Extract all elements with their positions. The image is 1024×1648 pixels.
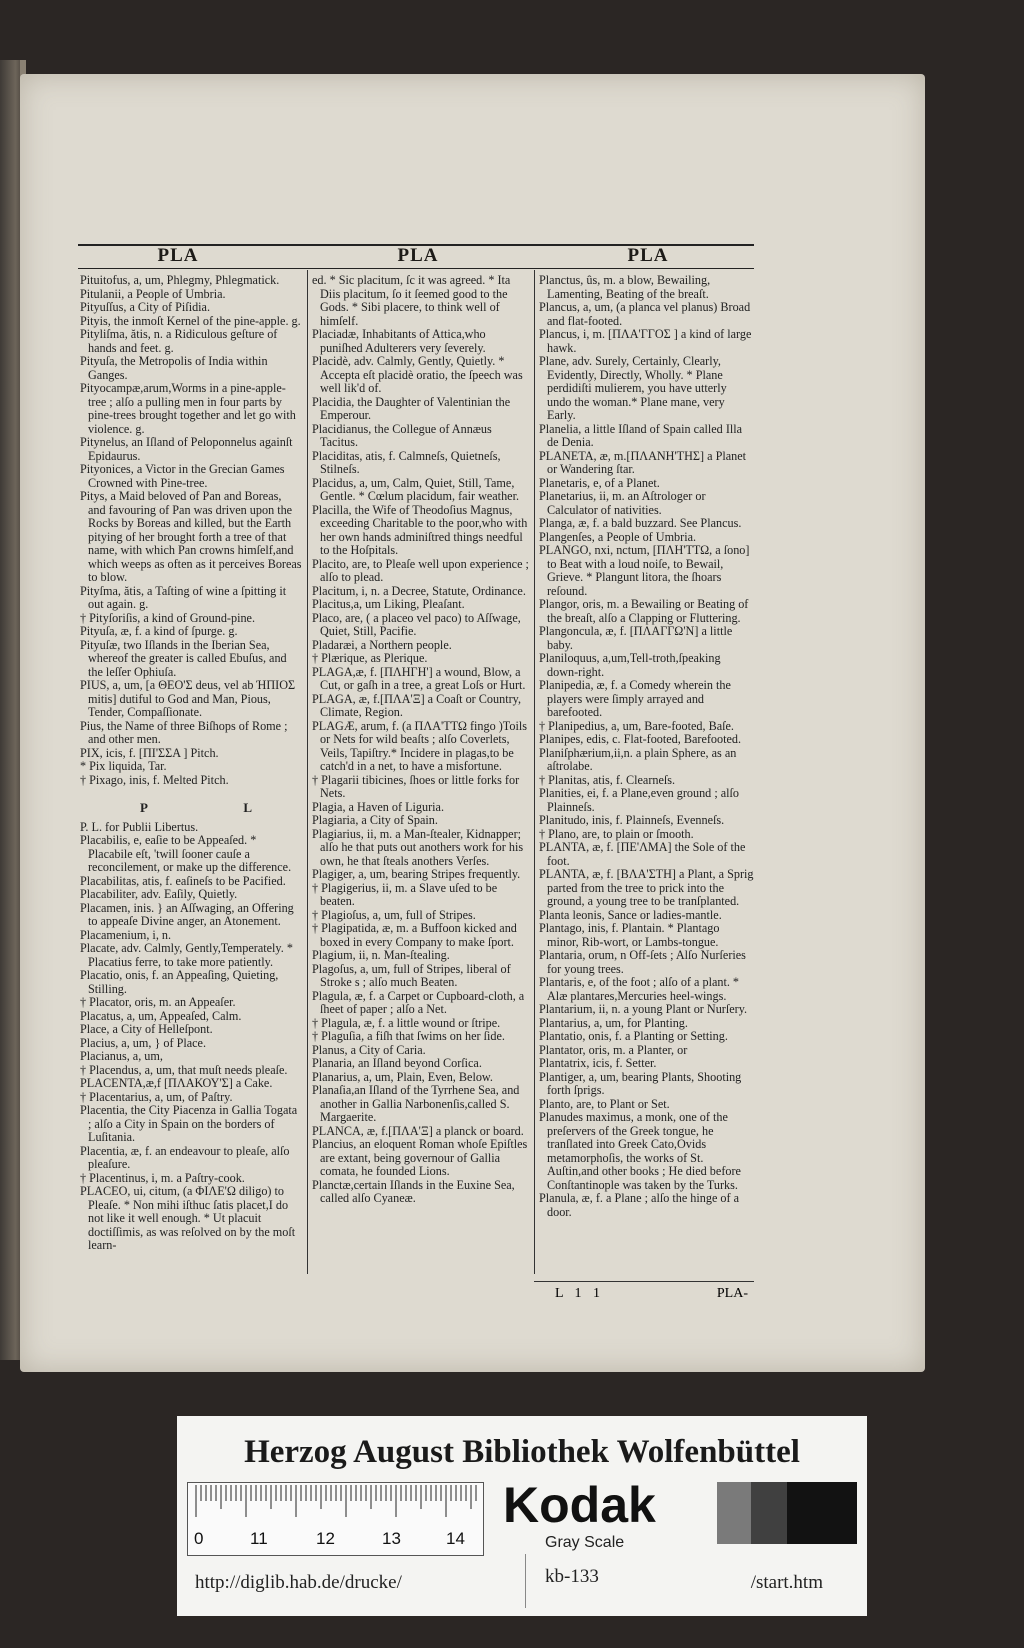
dictionary-entry: Pitynelus, an Iſland of Peloponnelus againſt Epidaurus. [80,435,293,463]
dictionary-entry: Plantiger, a, um, bearing Plants, Shooting forth ſprigs. [539,1069,742,1097]
dictionary-entry: PLACENTA,æ,f [ΠΛΑΚΟΥ'Σ] a Cake. [80,1076,273,1090]
shelf-code: kb-133 [545,1566,599,1587]
dictionary-entry: Placentia, æ, f. an endeavour to pleaſe, alſo pleaſure. [80,1143,290,1171]
dictionary-entry: Planga, æ, f. a bald buzzard. See Plancus. [539,516,742,530]
dictionary-entry: Pityocampæ,arum,Worms in a pine-apple-tree ; alſo a pulling men in four parts by pine-trees brought together and let go with violence. g. [80,381,296,436]
dictionary-entry: PIX, icis, f. [ΠΙ'ΣΣΑ ] Pitch. [80,745,219,760]
dictionary-entry: Placito, are, to Pleaſe well upon experience ; alſo to plead. [312,556,529,584]
dictionary-entry: PLANCA, æ, f.[ΠΛΑ'Ξ] a planck or board. [312,1123,524,1138]
dictionary-entry: Plagoſus, a, um, full of Stripes, liberal of Stroke s ; alſo much Beaten. [312,961,511,989]
dictionary-entry: Placidia, the Daughter of Valentinian the Emperour. [312,394,511,422]
dictionary-entry: Plantaris, e, of the foot ; alſo of a plant. * Alæ plantares,Mercuries heel-wings. [539,975,740,1003]
dictionary-entry: † Planipedius, a, um, Bare-footed, Baſe. [539,718,734,733]
dictionary-entry: † Plagarii tibicines, ſhoes or little forks for Nets. [312,772,520,800]
dictionary-entry: † Plærique, as Plerique. [312,651,428,665]
dictionary-entry: Planto, are, to Plant or Set. [539,1096,670,1111]
dictionary-entry: Pitys, a Maid beloved of Pan and Boreas, and favouring of Pan was driven upon the Rocks by Boreas and killed, but the Earth pitying of her brought forth a tree of that name, with which Pan crowns himſelf,and which weeps as often as it perceives Boreas to blow. [80,489,302,584]
dictionary-entry: † Plagipatida, æ, m. a Buffoon kicked and boxed in every Company to make ſport. [312,921,517,949]
dictionary-entry: PLAGA,æ, f. [ΠΛΗΓΗ'] a wound, Blow, a Cut, or gaſh in a tree, a great Loſs or Hurt. [312,664,526,692]
dictionary-entry: Planetarius, ii, m. an Aſtrologer or Calculator of nativities. [539,489,706,517]
dictionary-entry: Placamen, inis. } an Aſſwaging, an Offering to appeaſe Divine anger, an Atonement. [80,900,294,928]
dictionary-entry: Plagia, a Haven of Liguria. [312,799,444,814]
running-head-left: PLA [157,245,199,266]
dictionary-entry: Plangor, oris, m. a Bewailing or Beating of the breaſt, alſo a Clapping or Fluttering. [539,597,749,625]
dictionary-entry: Pius, the Name of three Biſhops of Rome ; and other men. [80,718,288,746]
dictionary-entry: Plancius, an eloquent Roman whoſe Epiſtles are extant, being governour of Gallia comata, he founded Lions. [312,1137,528,1178]
dictionary-entry: Pityis, the inmoſt Kernel of the pine-apple. g. [80,313,301,328]
ruler-number-14: 14 [446,1529,465,1548]
kodak-logo: Kodak [503,1477,656,1533]
gray-patch-mid [751,1482,787,1544]
dictionary-entry: Planiloquus, a,um,Tell-troth,ſpeaking down-right. [539,651,721,679]
ruler-number-0: 0 [194,1529,204,1548]
column-right [539,274,754,1276]
dictionary-entry: Placabiliter, adv. Eaſily, Quietly. [80,887,238,901]
ruler-number-13: 13 [382,1529,401,1548]
dictionary-entry: † Plagigerius, ii, m. a Slave uſed to be beaten. [312,880,498,908]
dictionary-entry: Placiditas, atis, f. Calmneſs, Quietneſs, Stilneſs. [312,448,501,476]
dictionary-entry: PIUS, a, um, [a ΘΕΟ'Σ deus, vel ab ΉΠΙΟΣ mitis] dutiful to God and Man, Pious, Tender, Compaſſionate. [80,678,296,719]
label-divider [525,1554,526,1608]
dictionary-entry: Plangoncula, æ, f. [ΠΛΑΓΓΩ'Ν] a little baby. [539,624,733,652]
dictionary-entry: † Plagioſus, a, um, full of Stripes. [312,907,476,922]
dictionary-entry: Placius, a, um, } of Place. [80,1035,207,1050]
dictionary-entry: Planula, æ, f. a Plane ; alſo the hinge of a door. [539,1191,740,1219]
dictionary-entry: PLACEO, ui, citum, (a ΦΙΛΕ'Ω diligo) to Pleaſe. * Non mihi iſthuc ſatis placet,I do not like it well enough. * Ut placuit doctiſſimis, as was reſolved on by the moſt learn- [80,1184,296,1252]
running-head-right: PLA [627,245,669,266]
text-block [78,244,754,1304]
dictionary-entry: Placatio, onis, f. an Appeaſing, Quieting, Stilling. [80,968,279,996]
dictionary-entry: Pituitofus, a, um, Phlegmy, Phlegmatick. [80,274,280,287]
dictionary-entry: Planaſia,an Iſland of the Tyrrhene Sea, and another in Gallia Narbonenſis,called S. Margaerite. [312,1083,520,1124]
dictionary-entry: Plancus, a, um, (a planca vel planus) Broad and flat-footed. [539,300,751,328]
dictionary-entry: † Pityſoriſis, a kind of Ground-pine. [80,610,256,625]
dictionary-entry: PLANTA, æ, f. [ΠΕ'ΛΜΑ] the Sole of the foot. [539,840,746,868]
dictionary-entry: Plantago, inis, f. Plantain. * Plantago minor, Rib-wort, or Lambs-tongue. [539,921,720,949]
dictionary-entry: Pityſma, ătis, a Taſting of wine a ſpitting it out again. g. [80,583,287,611]
dictionary-entry: Plagiarius, ii, m. a Man-ſtealer, Kidnapper; alſo he that puts out anothers work for his own, he that ſteals anothers Verſes. [312,826,524,868]
dictionary-entry: * Pix liquida, Tar. [80,759,167,773]
dictionary-entry: Pitulanii, a People of Umbria. [80,286,226,301]
dictionary-entry: Placate, adv. Calmly, Gently,Temperately. * Placatius ferre, to take more patiently. [80,941,293,969]
dictionary-entry: Plagiger, a, um, bearing Stripes frequently. [312,867,521,881]
dictionary-entry: Plantatrix, icis, f. Setter. [539,1056,657,1070]
dictionary-entry: Planipedia, æ, f. a Comedy wherein the players were ſimply arrayed and barefooted. [539,678,731,719]
dictionary-entry: Placabilitas, atis, f. eaſineſs to be Pacified. [80,873,286,888]
dictionary-entry: † Placendus, a, um, that muſt needs pleaſe. [80,1062,288,1077]
column-rule-2 [534,270,535,1274]
dictionary-entry: Planta leonis, Sance or ladies-mantle. [539,907,722,922]
ruler [187,1482,484,1556]
dictionary-entry: Pityliſma, ătis, n. a Ridiculous geſture of hands and feet. g. [80,327,278,355]
dictionary-entry: † Placentinus, i, m. a Paſtry-cook. [80,1170,245,1185]
page-footer [78,1282,754,1304]
library-name: Herzog August Bibliothek Wolfenbüttel [244,1434,800,1470]
dictionary-entry: Plantaria, orum, n Off-ſets ; Alſo Nurſeries for young trees. [539,948,746,976]
dictionary-entry: Placianus, a, um, [80,1049,163,1063]
dictionary-entry: Planetaris, e, of a Planet. [539,475,660,490]
dictionary-entry: Planarius, a, um, Plain, Even, Below. [312,1069,493,1084]
dictionary-entry: Placatus, a, um, Appeaſed, Calm. [80,1008,242,1023]
dictionary-entry: Planitudo, inis, f. Plainneſs, Evenneſs. [539,813,725,827]
section-letter: P [140,800,148,815]
dictionary-entry: Placabilis, e, eaſie to be Appeaſed. * Placabile eſt, 'twill ſooner cauſe a reconcilement, or make up the difference. [80,833,292,874]
dictionary-entry: Pityuſſus, a City of Piſidia. [80,300,211,314]
dictionary-entry: Pityuſa, æ, f. a kind of ſpurge. g. [80,624,238,638]
running-head-center: PLA [397,245,439,266]
dictionary-entry: Plantator, oris, m. a Planter, or [539,1042,688,1057]
dictionary-entry: † Planitas, atis, f. Clearneſs. [539,772,676,787]
dictionary-entry: Plagium, ii, n. Man-ſtealing. [312,948,450,962]
dictionary-entry: PLANGO, nxi, nctum, [ΠΛΗ'ΤΤΩ, a ſono] to Beat with a loud noiſe, to Bewail, Grieve. * Plangunt litora, the ſhoars reſound. [539,543,750,598]
ruler-ticks [192,1485,478,1519]
dictionary-entry: † Plagula, æ, f. a little wound or ſtripe. [312,1015,501,1030]
gray-scale-label: Gray Scale [545,1534,625,1551]
dictionary-entry: Planus, a City of Caria. [312,1042,426,1057]
dictionary-entry: Plagiaria, a City of Spain. [312,813,438,827]
dictionary-entry: Planities, ei, f. a Plane,even ground ; alſo Plainneſs. [539,786,740,814]
dictionary-entry: Planipes, edis, c. Flat-footed, Barefooted. [539,732,742,746]
dictionary-entry: † Plano, are, to plain or ſmooth. [539,826,694,841]
dictionary-entry: PLANETA, æ, m.[ΠΛΑΝΗ'ΤΗΣ] a Planet or Wandering ſtar. [539,448,747,476]
dictionary-entry: Plagula, æ, f. a Carpet or Cupboard-cloth, a ſheet of paper ; alſo a Net. [312,988,525,1016]
catchword: PLA- [716,1286,748,1301]
dictionary-entry: Planelia, a little Iſland of Spain called Illa de Denia. [539,421,743,449]
dictionary-entry: PLAGA, æ, f.[ΠΛΑ'Ξ] a Coaſt or Country, Climate, Region. [312,691,521,719]
dictionary-entry: Planudes maximus, a monk, one of the preſervers of the Greek tongue, he tranſlated into Greek Cato,Ovids metamorphoſis, the works of St. Auſtin,and other books ; He died before Conſtantinople was taken by the Turks. [539,1110,741,1192]
dictionary-entry: † Placentarius, a, um, of Paſtry. [80,1089,233,1104]
dictionary-entry: Placiadæ, Inhabitants of Attica,who puniſhed Adulterers very ſeverely. [312,327,486,355]
column-rule-1 [307,270,308,1274]
dictionary-entry: Placo, are, ( a placeo vel paco) to Aſſwage, Quiet, Still, Pacifie. [312,610,521,638]
dictionary-entry: Planiſphærium,ii,n. a plain Sphere, as an aſtrolabe. [539,745,737,773]
url-left: http://diglib.hab.de/drucke/ [195,1572,402,1593]
dictionary-entry: Plane, adv. Surely, Certainly, Clearly, Evidently, Directly, Wholly. * Plane perdidiſti mulierem, you have utterly undo the woman.* Plane mane, very Early. [539,354,727,422]
dictionary-entry: Pladaræi, a Northern people. [312,637,452,652]
dictionary-entry: Plangenſes, a People of Umbria. [539,529,697,544]
url-right: /start.htm [750,1572,823,1593]
dictionary-entry: Planaria, an Iſland beyond Corſica. [312,1056,482,1070]
dictionary-entry: Placilla, the Wife of Theodoſius Magnus, exceeding Charitable to the poor,who with her own hands adminiſtred things needful to the Hoſpitals. [312,502,528,557]
ruler-number-12: 12 [316,1529,335,1548]
gray-patch-light [717,1482,751,1544]
dictionary-entry: Planctus, ûs, m. a blow, Bewailing, Lamenting, Beating of the breaſt. [539,274,711,301]
dictionary-entry: Pityonices, a Victor in the Grecian Games Crowned with Pine-tree. [80,462,285,490]
dictionary-entry: Placentia, the City Piacenza in Gallia Togata ; alſo a City in Spain on the borders of Luſitania. [80,1103,298,1144]
dictionary-entry: Pityuſa, the Metropolis of India within Ganges. [80,354,268,382]
signature-mark: L 1 1 [554,1286,604,1301]
dictionary-entry: Place, a City of Helleſpont. [80,1022,213,1036]
dictionary-entry: Placitus,a, um Liking, Pleaſant. [312,597,465,611]
ruler-number-11: 11 [250,1529,268,1548]
dictionary-entry: Plantatio, onis, f. a Planting or Setting. [539,1029,728,1043]
dictionary-entry: Plancus, i, m. [ΠΛΑ'ΓΓΟΣ ] a kind of large hawk. [539,327,752,355]
column-middle [312,274,530,1276]
dictionary-entry: PLAGÆ, arum, f. (a ΠΛΑ'ΤΤΩ fingo )Toils or Nets for wild beaſts ; alſo Coverlets, Veils, Tapiſtry.* Incidere in plagas,to be catch'd in a net, to have a misfortune. [312,718,527,773]
dictionary-entry: Pityuſæ, two Iſlands in the Iberian Sea, whereof the greater is called Ebuſus, and the leſſer Ophiuſa. [80,637,287,679]
dictionary-page [20,74,925,1372]
dictionary-entry: Placidianus, the Collegue of Annæus Tacitus. [312,421,492,449]
library-label [177,1416,867,1616]
dictionary-entry: PLANTA, æ, f. [ΒΛΑ'ΣΤΗ] a Plant, a Sprig parted from the tree to prick into the ground, a young tree to be tranſplanted. [539,867,754,908]
dictionary-entry: Plantarium, ii, n. a young Plant or Nurſery. [539,1002,748,1016]
dictionary-entry: † Plaguſia, a fiſh that ſwims on her ſide. [312,1029,505,1043]
section-heading [80,787,302,821]
header-rule-lower [78,268,754,269]
dictionary-entry: Placamenium, i, n. [80,927,172,942]
dictionary-entry: Plantarius, a, um, for Planting. [539,1015,688,1030]
gray-patch-dark [787,1482,857,1544]
dictionary-entry: ed. * Sic placitum, ſc it was agreed. * Ita Diis placitum, ſo it ſeemed good to the Gods. * Sibi placere, to think well of himſelf. [312,274,511,328]
column-left [80,274,302,1276]
dictionary-entry: † Placator, oris, m. an Appeaſer. [80,995,236,1009]
dictionary-entry: Placitum, i, n. a Decree, Statute, Ordinance. [312,583,526,598]
dictionary-entry: Planctæ,certain Iſlands in the Euxine Sea, called alſo Cyaneæ. [312,1177,515,1205]
dictionary-entry: † Pixago, inis, f. Melted Pitch. [80,772,229,787]
section-letter: L [243,800,252,815]
dictionary-entry: Placidus, a, um, Calm, Quiet, Still, Tame, Gentle. * Cœlum placidum, fair weather. [312,475,520,503]
dictionary-entry: P. L. for Publii Libertus. [80,819,199,834]
dictionary-entry: Placidè, adv. Calmly, Gently, Quietly. * Accepta eſt placidè oratio, the ſpeech was well lik'd of. [312,354,523,395]
